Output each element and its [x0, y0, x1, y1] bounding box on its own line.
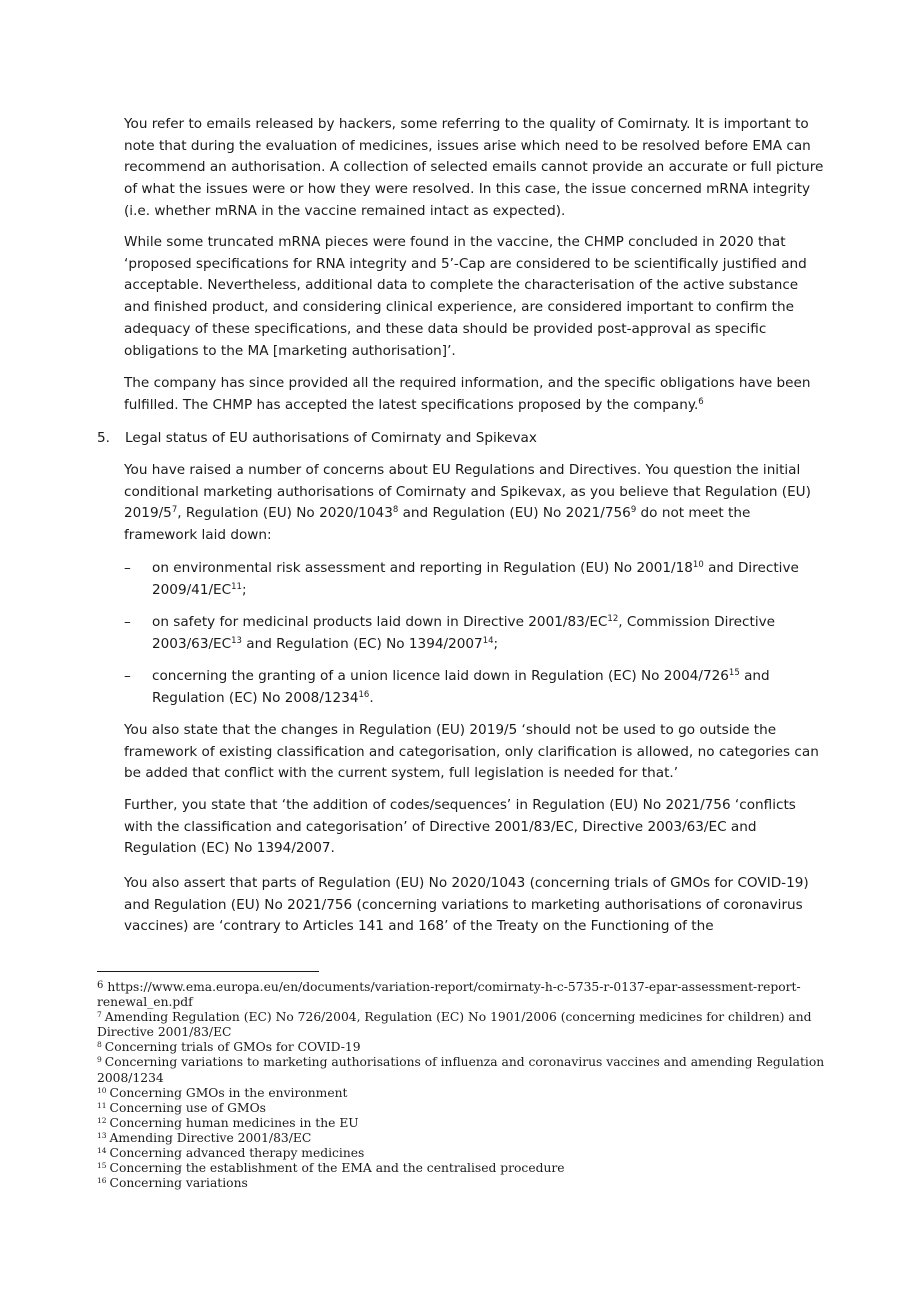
footnote-number: 12 [97, 1115, 107, 1125]
footnote-text: Amending Directive 2001/83/EC [109, 1130, 312, 1145]
bullet-dash: – [124, 668, 131, 684]
paragraph-text: While some truncated mRNA pieces were found in the vaccine, the CHMP concluded in 2020 that ‘proposed specifications for RNA integrity and 5’-Cap are considered to be scientifically justified and acceptable. Nevertheless, additional data to complete the characterisation of the active substance and finished product, and considering clinical experience, are considered important to confirm the adequacy of these specifications, and these data should be provided post-approval as specific obligations to the MA [marketing authorisation]’. [124, 234, 807, 359]
footnote-link[interactable]: https://www.ema.europa.eu/en/documents/variation-report/comirnaty-h-c-5735-r-0137-epar-assessment-report-renewal_en.pdf [97, 980, 801, 1010]
footnote-reference[interactable]: 16 [358, 689, 370, 700]
list-item-text-part: on safety for medicinal products laid down in Directive 2001/83/EC [152, 614, 608, 630]
footnote-number: 10 [97, 1085, 107, 1095]
list-item-text-part: and Regulation (EC) No 1394/2007 [241, 635, 483, 652]
footnotes-section [97, 980, 827, 1191]
list-item-text-part: . [369, 689, 374, 706]
footnote [97, 1101, 827, 1116]
footnote-reference[interactable]: 11 [231, 581, 242, 592]
footnote-reference[interactable]: 15 [728, 668, 740, 678]
list-item [124, 558, 826, 601]
list-item-text-part: and Directive 2009/41/EC [152, 560, 799, 598]
footnote [97, 1146, 827, 1161]
paragraph-regulation-2019-5 [124, 720, 826, 785]
footnote [97, 1055, 827, 1085]
footnote-reference[interactable]: 14 [482, 635, 494, 646]
footnote [97, 1116, 827, 1131]
footnote [97, 1040, 827, 1055]
list-item-text [152, 612, 826, 655]
bullet-dash: – [124, 560, 131, 576]
footnote-text: Concerning GMOs in the environment [109, 1085, 348, 1100]
list-item-text-part: ; [241, 581, 247, 598]
paragraph-text: Further, you state that ‘the addition of codes/sequences’ in Regulation (EU) No 2021/756 ‘conflicts with the classification and categorisation’ of Directive 2001/83/EC, Directive 2003/63/EC and Regulation (EC) No 1394/2007. [124, 797, 796, 857]
footnote-number: 11 [97, 1100, 107, 1110]
footnote-number: 9 [97, 1055, 102, 1065]
paragraph-mrna-integrity [124, 232, 826, 362]
paragraph-text: do not meet the framework laid down: [124, 505, 751, 544]
bullet-dash: – [124, 614, 131, 630]
footnote-text: Amending Regulation (EC) No 726/2004, Regulation (EC) No 1901/2006 (concerning medicines for children) and Directive 2001/83/EC [97, 1010, 812, 1040]
footnote-number: 14 [97, 1146, 107, 1156]
footnote-number: 13 [97, 1130, 107, 1140]
footnote-number: 15 [97, 1161, 107, 1171]
list-item-text [152, 558, 826, 601]
list-item-text-part: ; [493, 635, 499, 652]
footnote-reference[interactable]: 9 [630, 505, 637, 516]
footnote [97, 1161, 827, 1176]
paragraph-hacked-emails [124, 114, 826, 223]
footnote [97, 1131, 827, 1146]
paragraph-text: The company has since provided all the required information, and the specific obligations have been fulfilled. The CHMP has accepted the latest specifications proposed by the company. [124, 375, 811, 413]
list-item-text-part: , Commission Directive 2003/63/EC [152, 614, 776, 652]
footnote-separator [97, 971, 319, 972]
footnote-reference[interactable]: 13 [231, 635, 242, 646]
footnote-reference[interactable]: 6 [698, 396, 704, 407]
paragraph-specific-obligations [124, 373, 826, 416]
footnote [97, 1086, 827, 1101]
paragraph-treaty-articles [124, 873, 826, 938]
section-number: 5. [97, 430, 110, 446]
footnote-text: Concerning use of GMOs [109, 1100, 266, 1115]
footnote-reference[interactable]: 7 [171, 505, 178, 516]
footnote-reference[interactable]: 10 [692, 560, 704, 570]
footnote [97, 980, 827, 1010]
list-item-text-part: concerning the granting of a union licence laid down in Regulation (EC) No 2004/726 [152, 668, 729, 684]
footnote-number: 16 [97, 1176, 107, 1186]
paragraph-text: You refer to emails released by hackers, some referring to the quality of Comirnaty. It is important to note that during the evaluation of medicines, issues arise which need to be resolved before EMA can recommend an authorisation. A collection of selected emails cannot provide an accurate or full picture of what the issues were or how they were resolved. In this case, the issue concerned mRNA integrity (i.e. whether mRNA in the vaccine remained intact as expected). [124, 116, 824, 219]
paragraph-text: You have raised a number of concerns about EU Regulations and Directives. You question the initial conditional marketing authorisations of Comirnaty and Spikevax, as you believe that Regulation (EU) 2019/5 [124, 462, 811, 522]
paragraph-regulations-concerns [124, 460, 826, 547]
footnote [97, 1010, 827, 1040]
paragraph-text: , Regulation (EU) No 2020/1043 [177, 505, 393, 522]
footnote-reference[interactable]: 12 [607, 614, 619, 624]
footnote-reference[interactable]: 8 [392, 505, 399, 516]
footnote-number: 8 [97, 1040, 102, 1050]
section-heading [97, 428, 537, 450]
list-item [124, 612, 826, 655]
footnote-text: Concerning advanced therapy medicines [109, 1146, 365, 1161]
footnote-text: Concerning variations to marketing authorisations of influenza and coronavirus vaccines and amending Regulation 2008/1234 [97, 1055, 825, 1085]
footnote-text: Concerning variations [109, 1176, 248, 1191]
paragraph-text: You also assert that parts of Regulation (EU) No 2020/1043 (concerning trials of GMOs for COVID-19) and Regulation (EU) No 2021/756 (concerning variations to marketing authorisations of coronavirus vaccines) are ‘contrary to Articles 141 and 168’ of the Treaty on the Functioning of the [124, 875, 809, 935]
list-item-text-part: on environmental risk assessment and reporting in Regulation (EU) No 2001/18 [152, 560, 693, 576]
footnote-text: Concerning trials of GMOs for COVID-19 [104, 1040, 361, 1055]
list-item [124, 666, 826, 709]
footnote-text: Concerning human medicines in the EU [109, 1115, 359, 1130]
paragraph-codes-sequences [124, 795, 826, 860]
footnote-number: 7 [97, 1010, 102, 1020]
footnote-number: 6 [97, 980, 104, 991]
paragraph-text: You also state that the changes in Regulation (EU) 2019/5 ‘should not be used to go outside the framework of existing classification and categorisation, only clarification is allowed, no categories can be added that conflict with the current system, full legislation is needed for that.’ [124, 722, 819, 782]
section-title: Legal status of EU authorisations of Comirnaty and Spikevax [125, 430, 537, 446]
paragraph-text: and Regulation (EU) No 2021/756 [398, 505, 631, 522]
footnote-text: Concerning the establishment of the EMA and the centralised procedure [109, 1161, 565, 1176]
footnote [97, 1176, 827, 1191]
list-item-text [152, 666, 826, 709]
list-item-text-part: and Regulation (EC) No 2008/1234 [152, 668, 770, 706]
